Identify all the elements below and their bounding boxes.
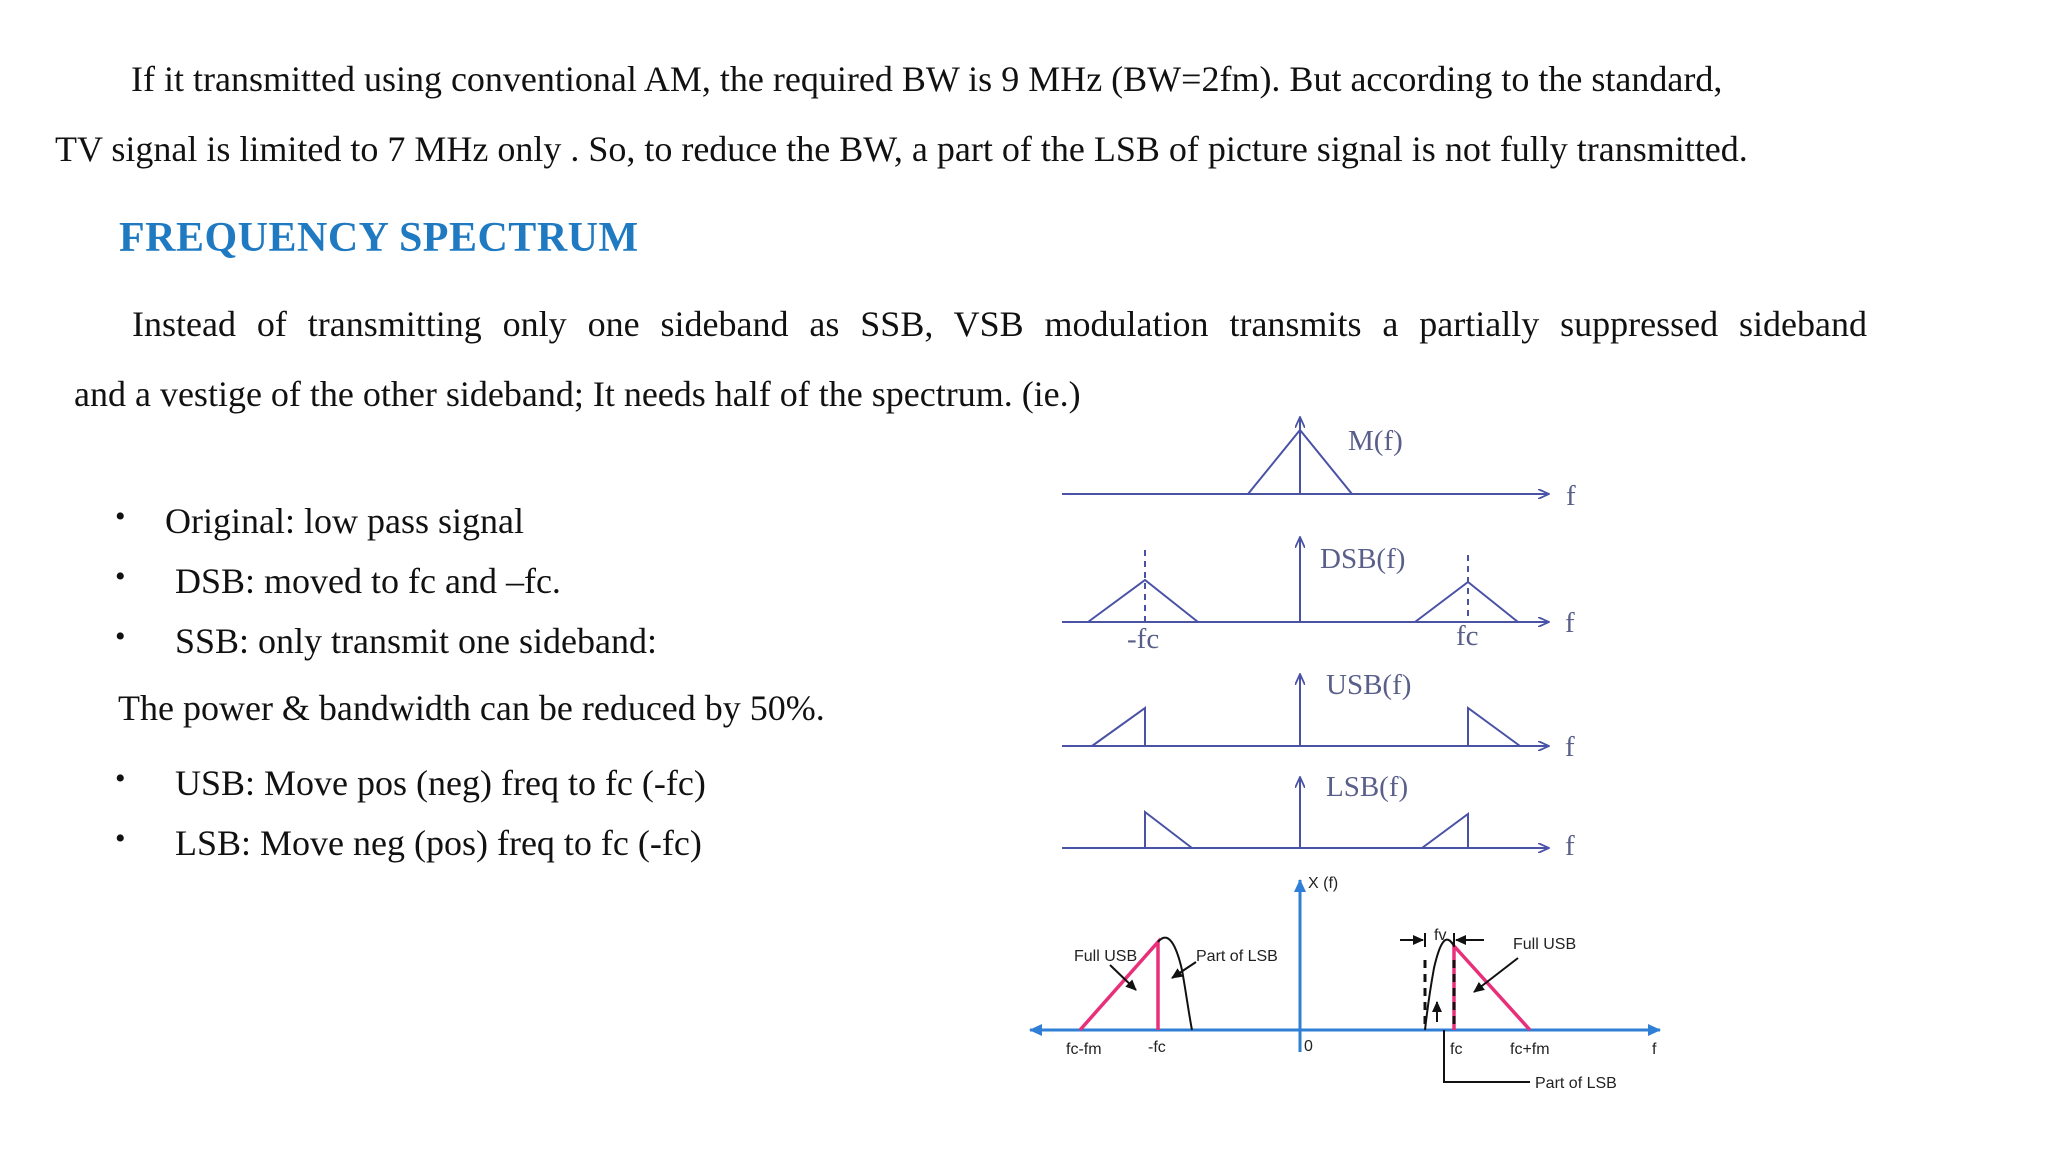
bullet-text: DSB: moved to fc and –fc. — [175, 561, 561, 601]
freq-label: f — [1566, 480, 1576, 512]
freq-label: f — [1565, 607, 1575, 639]
vsb-right-usb-shape — [1454, 946, 1530, 1030]
freq-label: f — [1565, 731, 1575, 763]
section-heading: FREQUENCY SPECTRUM — [119, 215, 639, 261]
usb-spectrum — [1062, 675, 1548, 746]
bullet-dot: • — [115, 762, 126, 795]
lsb-label: LSB(f) — [1326, 771, 1409, 803]
bullet-dot: • — [115, 560, 126, 593]
vsb-full-usb-left-label: Full USB — [1074, 948, 1138, 965]
bullet-dot: • — [115, 620, 126, 653]
lsb-spectrum — [1062, 778, 1548, 848]
vsb-fc-label: fc — [1450, 1041, 1463, 1058]
vsb-right-lsb-curve — [1425, 940, 1454, 1030]
vsb-part-lsb-bottom-label: Part of LSB — [1535, 1075, 1617, 1092]
bullet-text: Original: low pass signal — [165, 501, 524, 541]
dsb-spectrum — [1062, 538, 1548, 622]
dsb-neg-triangle — [1088, 580, 1198, 622]
mf-label: M(f) — [1348, 425, 1403, 457]
dsb-pos-triangle — [1415, 582, 1518, 622]
vsb-left-lsb-curve — [1158, 938, 1192, 1030]
vsb-fc-minus-fm-label: fc-fm — [1066, 1041, 1102, 1058]
lsb-neg-half — [1145, 812, 1192, 848]
fc-label: fc — [1456, 620, 1479, 652]
dsb-label: DSB(f) — [1320, 543, 1406, 575]
usb-label: USB(f) — [1326, 669, 1412, 701]
vsb-y-label: X (f) — [1308, 875, 1339, 892]
intro-line-1: If it transmitted using conventional AM, the required BW is 9 MHz (BW=2fm). But according to the standard, — [131, 59, 1723, 99]
bullet-text: LSB: Move neg (pos) freq to fc (-fc) — [175, 823, 702, 863]
vsb-part-lsb-left-label: Part of LSB — [1196, 948, 1278, 965]
vsb-line-1: Instead of transmitting only one sideband as SSB, VSB modulation transmits a partially suppressed sideband — [132, 304, 1867, 344]
vsb-f-label: f — [1652, 1041, 1657, 1058]
vsb-line-2: and a vestige of the other sideband; It needs half of the spectrum. (ie.) — [74, 374, 1081, 414]
vsb-neg-fc-label: -fc — [1148, 1039, 1166, 1056]
freq-label: f — [1565, 830, 1575, 862]
vsb-fc-plus-fm-label: fc+fm — [1510, 1041, 1550, 1058]
vsb-fv-label: fv — [1434, 927, 1447, 944]
usb-neg-half — [1092, 708, 1145, 746]
bullet-dot: • — [115, 500, 126, 533]
lsb-pos-half — [1422, 814, 1468, 848]
vsb-diagram — [1030, 880, 1660, 1082]
bullet-dot: • — [115, 822, 126, 855]
intro-line-2: TV signal is limited to 7 MHz only . So, to reduce the BW, a part of the LSB of picture signal is not fully transmitted. — [55, 129, 1748, 169]
vsb-full-usb-right-label: Full USB — [1513, 936, 1577, 953]
power-note: The power & bandwidth can be reduced by 50%. — [118, 688, 825, 728]
neg-fc-label: -fc — [1127, 623, 1160, 655]
mf-spectrum — [1062, 418, 1548, 494]
bullet-text: USB: Move pos (neg) freq to fc (-fc) — [175, 763, 706, 803]
vsb-origin-label: 0 — [1304, 1038, 1313, 1055]
bullet-text: SSB: only transmit one sideband: — [175, 621, 657, 661]
usb-pos-half — [1468, 708, 1520, 746]
